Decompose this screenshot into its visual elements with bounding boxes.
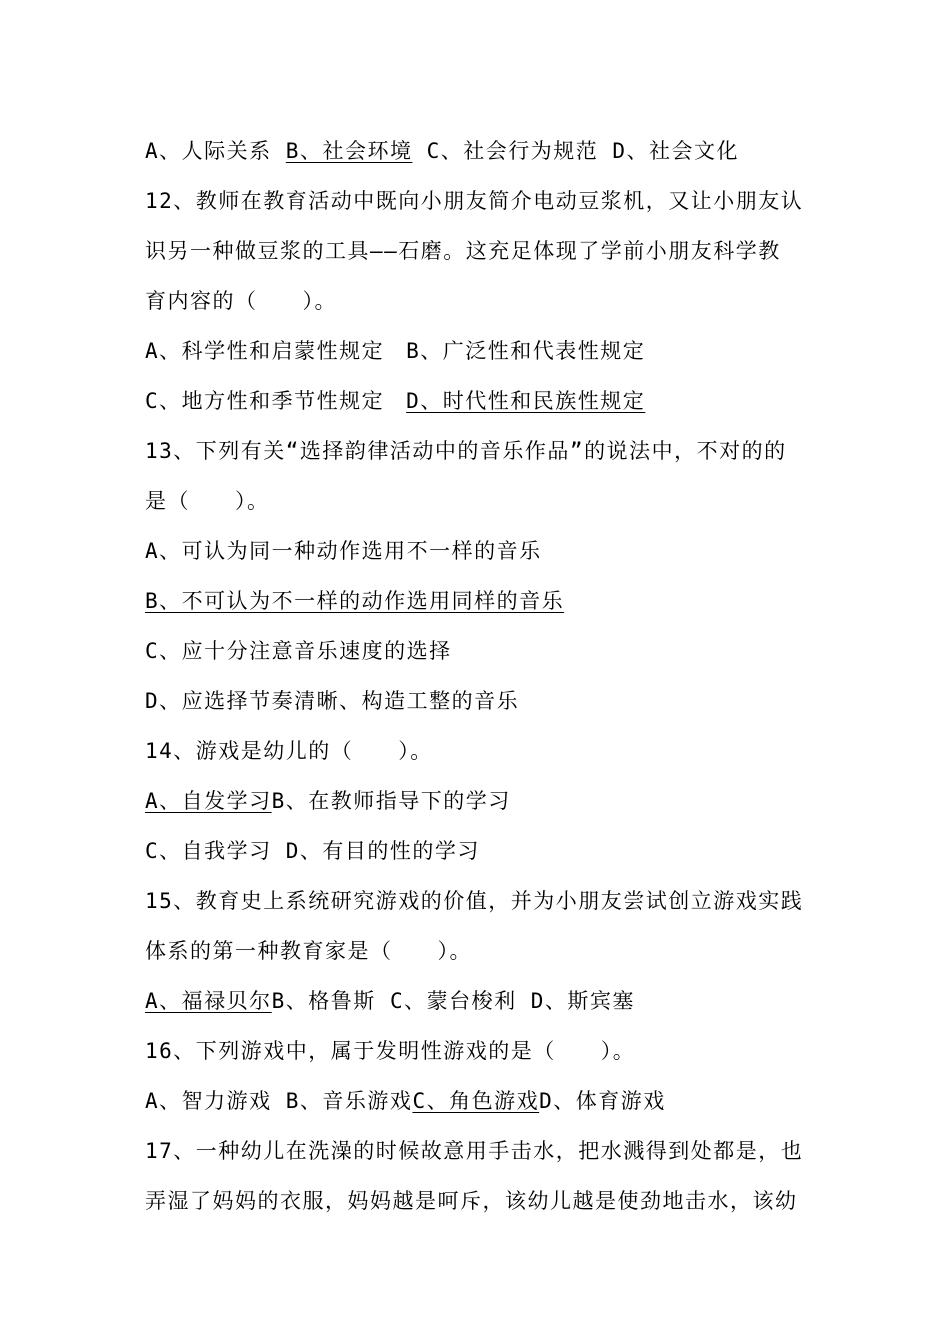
option-text: B、广泛性和代表性规定 (406, 339, 646, 363)
question-14-options-cd: C、自我学习 D、有目的性的学习 (145, 839, 480, 863)
option-line-11 (145, 136, 825, 166)
question-13-option-b (145, 586, 825, 616)
answer-option: D、时代性和民族性规定 (406, 389, 646, 413)
question-13-option-c: C、应十分注意音乐速度的选择 (145, 639, 452, 663)
option-text: B、格鲁斯 C、蒙台梭利 D、斯宾塞 (271, 989, 635, 1013)
answer-option: A、自发学习 (145, 789, 272, 813)
question-17-line-1: 17、一种幼儿在洗澡的时候故意用手击水，把水溅得到处都是，也 (145, 1139, 804, 1163)
question-14: 14、游戏是幼儿的（ ）。 (145, 739, 433, 763)
answer-option: B、不可认为不一样的动作选用同样的音乐 (145, 589, 565, 613)
option-text: A、智力游戏 B、音乐游戏 (145, 1089, 413, 1113)
question-16-options (145, 1086, 825, 1116)
question-13-line-2: 是（ ）。 (145, 489, 270, 513)
question-13-option-a: A、可认为同一种动作选用不一样的音乐 (145, 539, 542, 563)
question-14-options-ab (145, 786, 825, 816)
option-text: D、体育游戏 (539, 1089, 666, 1113)
question-15-options (145, 986, 825, 1016)
option-text: A、科学性和启蒙性规定 (145, 339, 385, 363)
question-12-line-2: 识另一种做豆浆的工具——石磨。这充足体现了学前小朋友科学教 (145, 239, 781, 263)
question-15-line-1: 15、教育史上系统研究游戏的价值，并为小朋友尝试创立游戏实践 (145, 889, 804, 913)
question-12-options-ab (145, 336, 825, 366)
answer-option: A、福禄贝尔 (145, 989, 272, 1013)
question-12-line-1: 12、教师在教育活动中既向小朋友简介电动豆浆机，又让小朋友认 (145, 189, 804, 213)
option-text: B、在教师指导下的学习 (271, 789, 511, 813)
answer-option: C、角色游戏 (412, 1089, 540, 1113)
question-12-options-cd (145, 386, 825, 416)
question-15-line-2: 体系的第一种教育家是（ ）。 (145, 939, 472, 963)
answer-option: B、社会环境 (285, 139, 413, 163)
question-13-line-1: 13、下列有关“选择韵律活动中的音乐作品”的说法中，不对的的 (145, 439, 787, 463)
question-16: 16、下列游戏中，属于发明性游戏的是（ ）。 (145, 1039, 636, 1063)
question-17-line-2: 弄湿了妈妈的衣服，妈妈越是呵斥，该幼儿越是使劲地击水，该幼 (145, 1189, 798, 1213)
question-12-line-3: 育内容的（ ）。 (145, 289, 337, 313)
question-13-option-d: D、应选择节奏清晰、构造工整的音乐 (145, 689, 520, 713)
option-text: A、人际关系 (145, 139, 286, 163)
option-text: C、地方性和季节性规定 (145, 389, 385, 413)
option-text: C、社会行为规范 D、社会文化 (412, 139, 740, 163)
